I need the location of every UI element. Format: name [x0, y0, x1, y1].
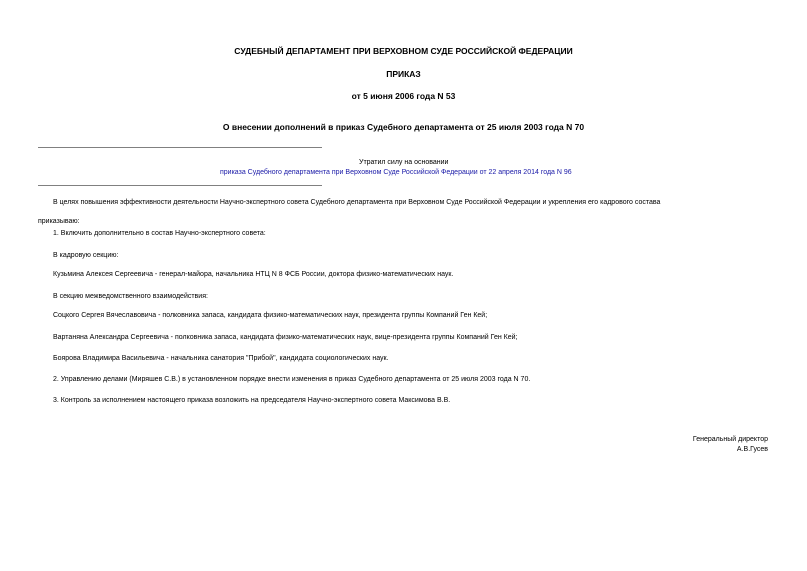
person-3: Вартаняна Александра Сергеевича - полковника запаса, кандидата физико-математических наук, вице-президента группы Компаний Ген Кей; — [53, 334, 518, 341]
person-2: Соцкого Сергея Вячеславовича - полковника запаса, кандидата физико-математических наук, президента группы Компаний Ген Кей; — [53, 312, 488, 319]
top-divider — [38, 147, 322, 148]
department-heading: СУДЕБНЫЙ ДЕПАРТАМЕНТ ПРИ ВЕРХОВНОМ СУДЕ РОССИЙСКОЙ ФЕДЕРАЦИИ — [234, 46, 573, 56]
page-title: О внесении дополнений в приказ Судебного департамента от 25 июля 2003 года N 70 — [222, 122, 585, 132]
signature-name: А.В.Гусев — [736, 446, 768, 453]
person-4: Бояровa Владимира Васильевича - начальника санатория "Прибой", кандидата социологических наук. — [53, 355, 389, 362]
item-3: 3. Контроль за исполнением настоящего приказа возложить на председателя Научно-экспертного совета Максимова В.В. — [53, 397, 451, 404]
signature-position: Генеральный директор — [692, 436, 768, 443]
intro-paragraph-line2: приказываю: — [38, 218, 80, 225]
item-1: 1. Включить дополнительно в состав Научно-экспертного совета: — [53, 230, 266, 237]
bottom-divider — [38, 185, 322, 186]
interagency-section-label: В секцию межведомственного взаимодействия: — [53, 293, 208, 300]
status-note-text: Утратил силу на основании — [359, 159, 449, 166]
personnel-section-label: В кадровую секцию: — [53, 252, 119, 259]
date-number-heading: от 5 июня 2006 года N 53 — [351, 91, 456, 101]
doc-type-heading: ПРИКАЗ — [386, 69, 421, 79]
intro-paragraph-line1: В целях повышения эффективности деятельности Научно-экспертного совета Судебного департамента при Верховном Суде Российской Федерации и укрепления его кадрового состава — [53, 199, 661, 206]
person-1: Кузьмина Алексея Сергеевича - генерал-майора, начальника НТЦ N 8 ФСБ России, доктора физико-математических наук. — [53, 271, 454, 278]
repeal-order-link[interactable]: приказа Судебного департамента при Верховном Суде Российской Федерации от 22 апреля 2014 года N 96 — [220, 169, 572, 176]
item-2: 2. Управлению делами (Миряшев С.В.) в установленном порядке внести изменения в приказ Судебного департамента от 25 июля 2003 года N 70. — [53, 376, 531, 383]
